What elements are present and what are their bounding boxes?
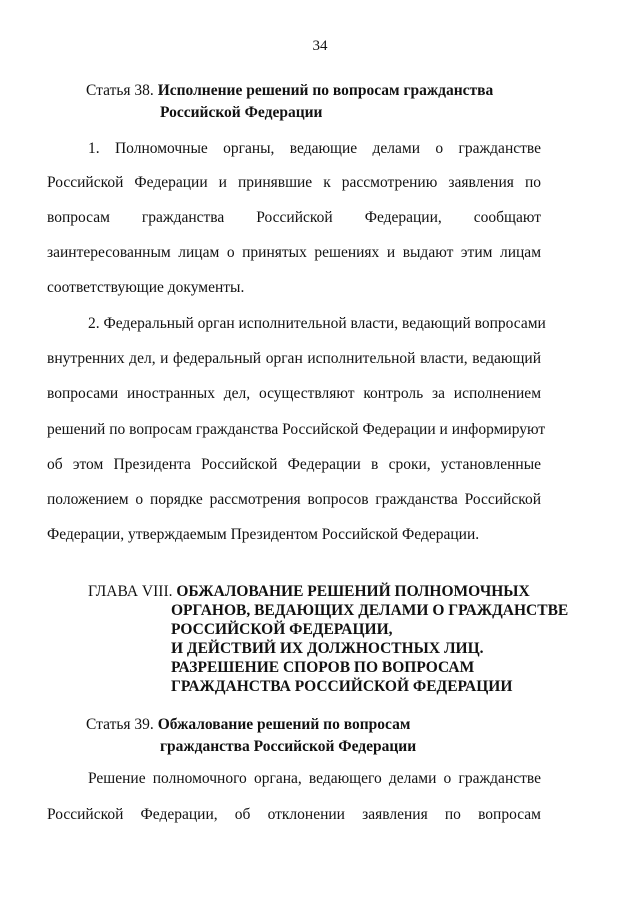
chapter-8-label: ГЛАВА VIII. bbox=[88, 583, 173, 600]
paragraph-line: Федерации, утверждаемым Президентом Российской Федерации. bbox=[47, 526, 480, 543]
paragraph-line: заинтересованным лицам о принятых решениях и выдают этим лицам bbox=[47, 244, 541, 261]
chapter-8-title-line: ГРАЖДАНСТВА РОССИЙСКОЙ ФЕДЕРАЦИИ bbox=[171, 678, 513, 695]
article-38-heading bbox=[86, 80, 493, 124]
chapter-8-title-line: ОРГАНОВ, ВЕДАЮЩИХ ДЕЛАМИ О ГРАЖДАНСТВЕ bbox=[171, 602, 569, 619]
chapter-8-title-line1: ОБЖАЛОВАНИЕ РЕШЕНИЙ ПОЛНОМОЧНЫХ bbox=[176, 583, 530, 600]
paragraph-line: Российской Федерации, об отклонении заявления по вопросам bbox=[47, 806, 541, 823]
paragraph-line: 2. Федеральный орган исполнительной власти, ведающий вопросами bbox=[88, 315, 546, 332]
article-39-label: Статья 39. bbox=[86, 716, 154, 733]
paragraph-line: об этом Президента Российской Федерации в сроки, установленные bbox=[47, 456, 541, 473]
paragraph-line: внутренних дел, и федеральный орган исполнительной власти, ведающий bbox=[47, 350, 541, 367]
article-39-heading bbox=[86, 714, 416, 758]
page-number: 34 bbox=[312, 38, 328, 54]
paragraph-line: Решение полномочного органа, ведающего делами о гражданстве bbox=[88, 770, 541, 787]
chapter-8-heading bbox=[88, 582, 569, 695]
article-38-label: Статья 38. bbox=[86, 82, 154, 99]
article-39-title-line1: Обжалование решений по вопросам bbox=[157, 716, 411, 733]
chapter-8-title-line: И ДЕЙСТВИЙ ИХ ДОЛЖНОСТНЫХ ЛИЦ. bbox=[171, 640, 484, 657]
article-39-title-line2: гражданства Российской Федерации bbox=[160, 738, 417, 755]
paragraph-line: вопросам гражданства Российской Федерации, сообщают bbox=[47, 209, 541, 226]
paragraph-line: соответствующие документы. bbox=[47, 279, 245, 296]
paragraph-line: 1. Полномочные органы, ведающие делами о гражданстве bbox=[88, 140, 541, 157]
paragraph-line: вопросами иностранных дел, осуществляют контроль за исполнением bbox=[47, 385, 541, 402]
paragraph-line: положением о порядке рассмотрения вопросов гражданства Российской bbox=[47, 491, 541, 508]
paragraph-line: решений по вопросам гражданства Российской Федерации и информируют bbox=[47, 421, 546, 438]
chapter-8-title-line: РОССИЙСКОЙ ФЕДЕРАЦИИ, bbox=[171, 621, 393, 638]
article-38-title-line2: Российской Федерации bbox=[160, 104, 323, 121]
article-38-title-line1: Исполнение решений по вопросам гражданства bbox=[157, 82, 494, 99]
chapter-8-title-line: РАЗРЕШЕНИЕ СПОРОВ ПО ВОПРОСАМ bbox=[171, 659, 475, 676]
paragraph-line: Российской Федерации и принявшие к рассмотрению заявления по bbox=[47, 174, 541, 191]
